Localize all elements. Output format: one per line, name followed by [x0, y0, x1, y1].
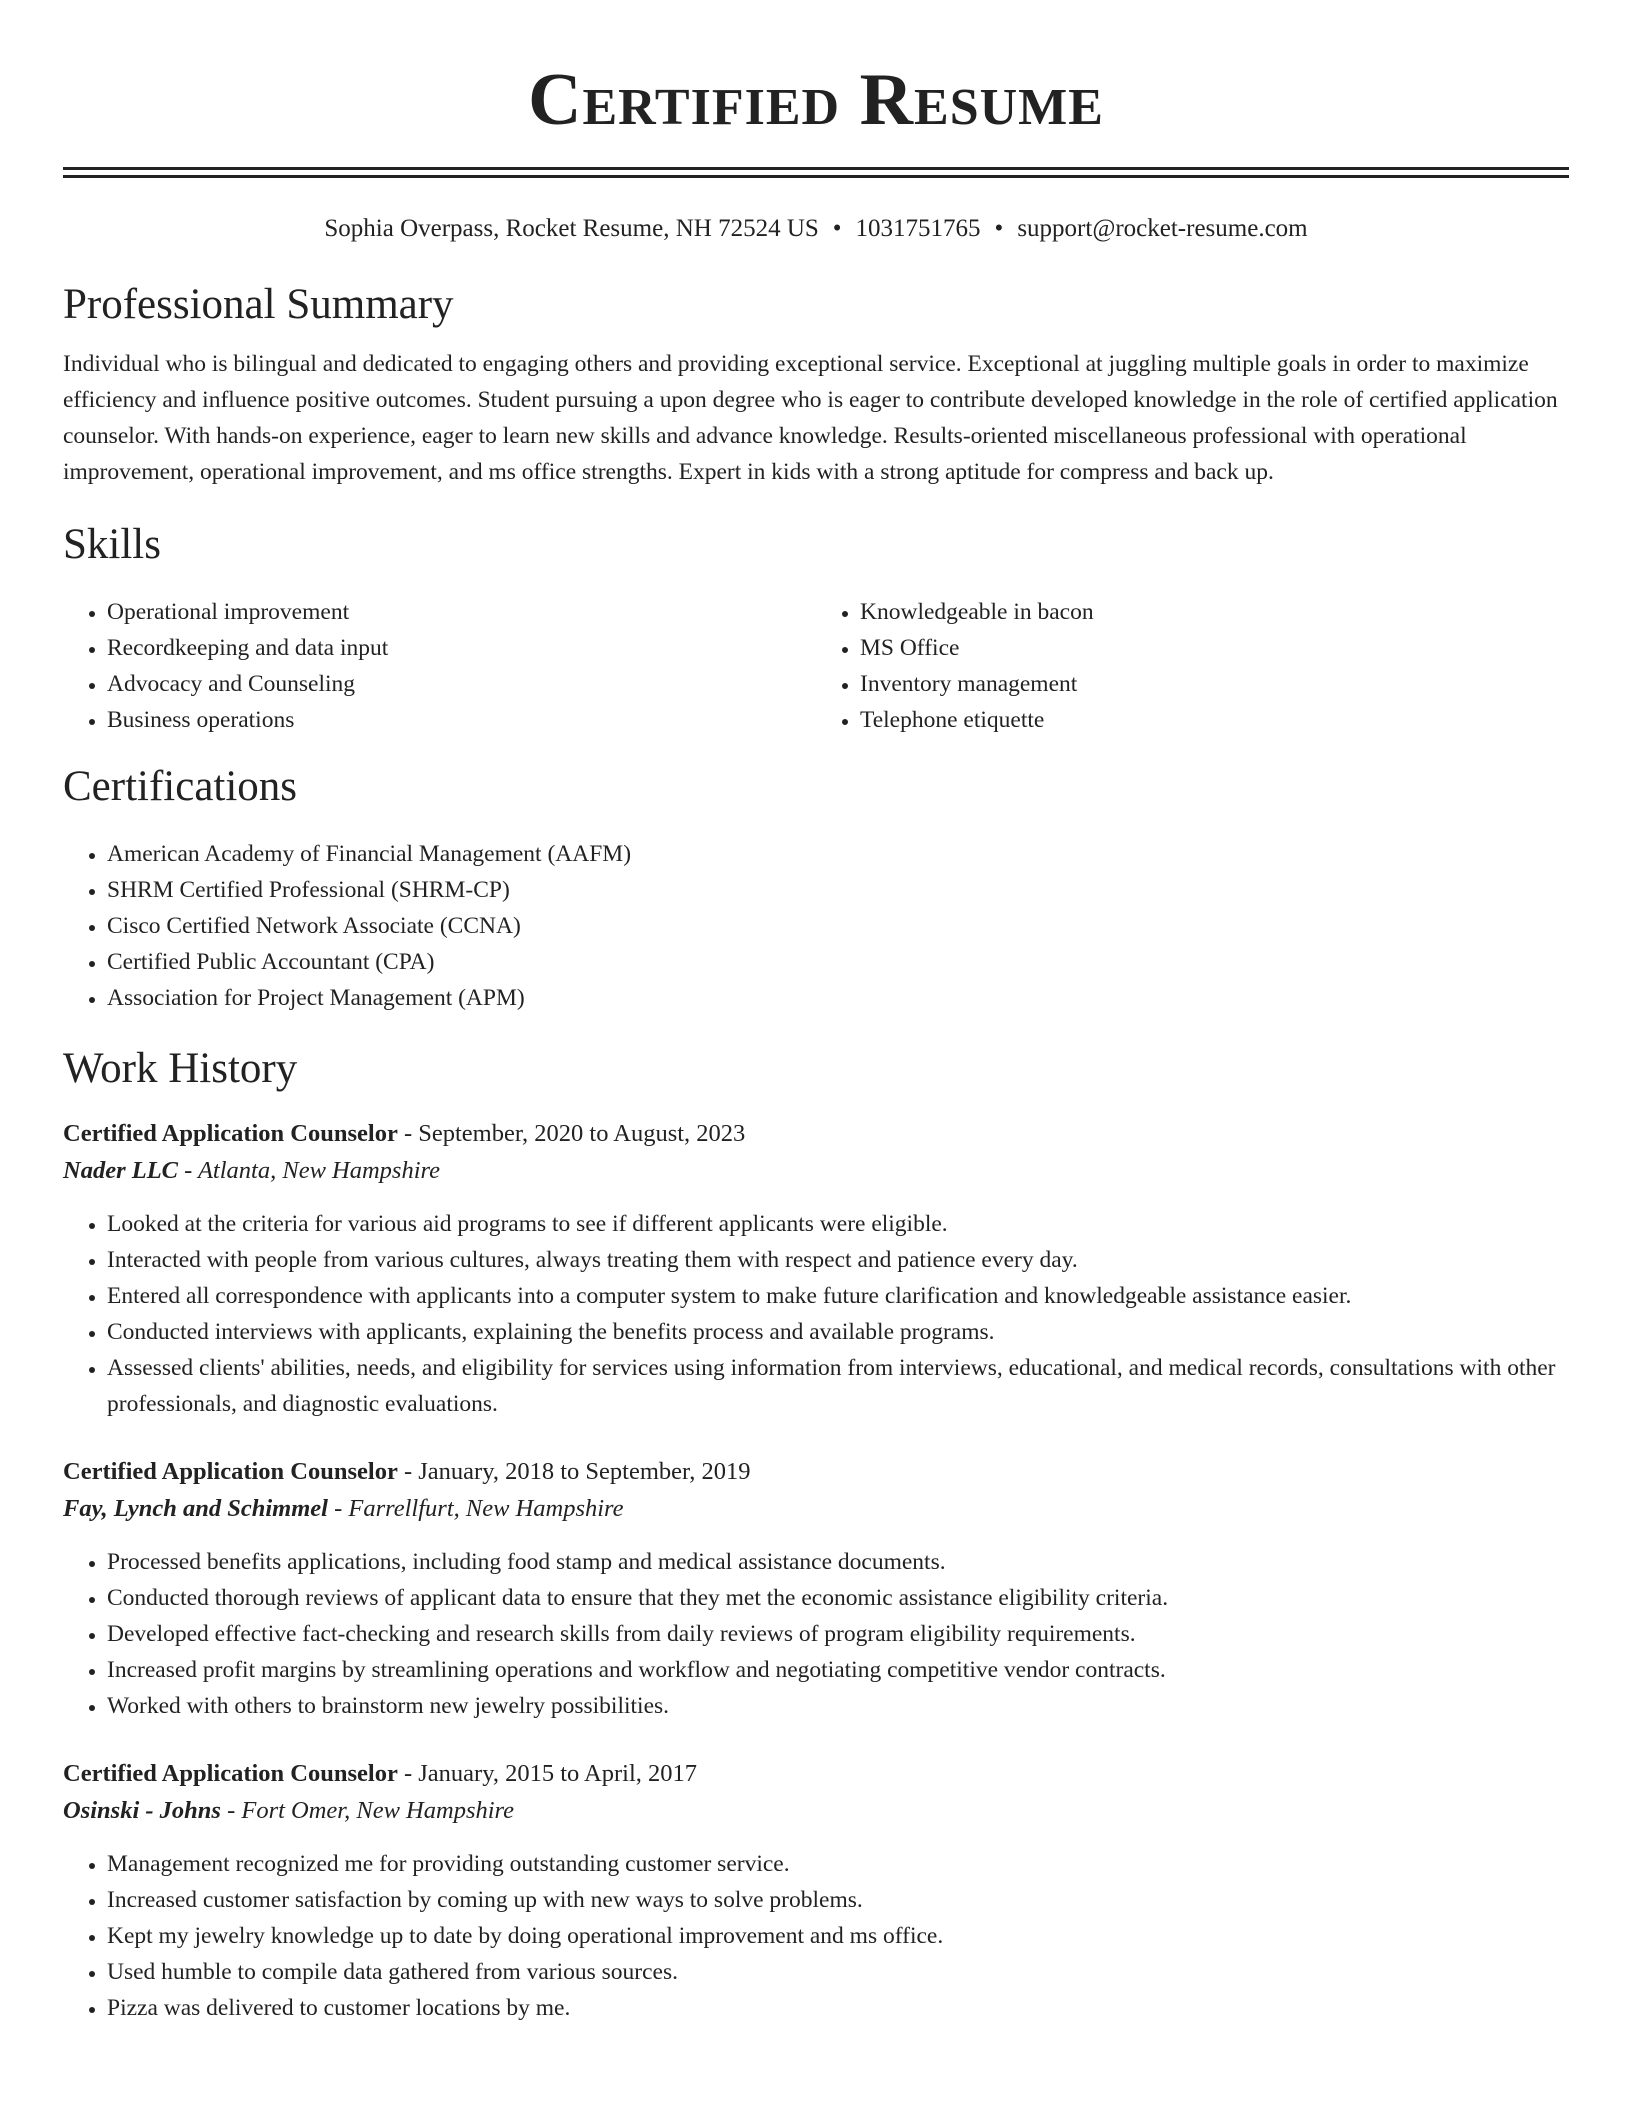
job-bullet: • Looked at the criteria for various aid programs to see if different applicants were eligible. [107, 1206, 1569, 1242]
job-dates: - September, 2020 to August, 2023 [397, 1120, 746, 1147]
job-title: Certified Application Counselor [63, 1458, 398, 1485]
job-company: Nader LLC [63, 1157, 178, 1184]
job-entry [63, 1116, 1569, 1422]
job-company: Fay, Lynch and Schimmel [63, 1495, 328, 1522]
skill-item: • Recordkeeping and data input [107, 630, 816, 666]
skill-item: • Advocacy and Counseling [107, 666, 816, 702]
contact-separator: • [832, 215, 842, 242]
job-bullet: • Conducted interviews with applicants, explaining the benefits process and available programs. [107, 1314, 1569, 1350]
work-history-heading: Work History [63, 1045, 298, 1092]
certification-item: • Cisco Certified Network Associate (CCNA) [107, 908, 1569, 944]
job-location: - Farrellfurt, New Hampshire [327, 1495, 624, 1522]
job-bullet: • Interacted with people from various cultures, always treating them with respect and patience every day. [107, 1242, 1569, 1278]
job-bullets [63, 1206, 1569, 1422]
certification-item: • SHRM Certified Professional (SHRM-CP) [107, 872, 1569, 908]
skills-list-left [63, 594, 816, 738]
job-company-line [63, 1490, 1569, 1528]
job-dates: - January, 2018 to September, 2019 [397, 1458, 751, 1485]
contact-address: Sophia Overpass, Rocket Resume, NH 72524 US [324, 215, 819, 242]
skill-item: • Knowledgeable in bacon [860, 594, 1569, 630]
skills-list-right [816, 594, 1569, 738]
job-bullet: • Processed benefits applications, including food stamp and medical assistance documents. [107, 1544, 1569, 1580]
certification-item: • Certified Public Accountant (CPA) [107, 944, 1569, 980]
job-location: - Atlanta, New Hampshire [178, 1157, 441, 1184]
job-title: Certified Application Counselor [63, 1120, 398, 1147]
job-bullet: • Developed effective fact-checking and research skills from daily reviews of program eligibility requirements. [107, 1616, 1569, 1652]
resume-title: Certified Resume [528, 59, 1104, 141]
title-divider-top [63, 167, 1569, 170]
job-company-line [63, 1152, 1569, 1190]
job-company-line [63, 1792, 1569, 1830]
job-bullets [63, 1544, 1569, 1724]
job-title-line [63, 1756, 1569, 1792]
certification-item: • American Academy of Financial Management (AAFM) [107, 836, 1569, 872]
skills-columns [63, 594, 1569, 738]
summary-heading: Professional Summary [63, 281, 454, 328]
contact-line [63, 212, 1569, 246]
job-bullet: • Increased profit margins by streamlining operations and workflow and negotiating competitive vendor contracts. [107, 1652, 1569, 1688]
job-bullets [63, 1846, 1569, 2026]
skills-heading: Skills [63, 521, 161, 568]
job-entry [63, 1756, 1569, 2026]
contact-phone: 1031751765 [855, 215, 981, 242]
skill-item: • Business operations [107, 702, 816, 738]
skill-item: • Telephone etiquette [860, 702, 1569, 738]
job-title: Certified Application Counselor [63, 1760, 398, 1787]
skill-item: • MS Office [860, 630, 1569, 666]
job-dates: - January, 2015 to April, 2017 [397, 1760, 698, 1787]
job-location: - Fort Omer, New Hampshire [220, 1797, 515, 1824]
job-bullet: • Management recognized me for providing outstanding customer service. [107, 1846, 1569, 1882]
certification-item: • Association for Project Management (APM) [107, 980, 1569, 1016]
job-bullet: • Kept my jewelry knowledge up to date by doing operational improvement and ms office. [107, 1918, 1569, 1954]
title-divider-bottom [63, 175, 1569, 178]
job-entry [63, 1454, 1569, 1724]
contact-separator: • [994, 215, 1004, 242]
job-bullet: • Entered all correspondence with applicants into a computer system to make future clarification and knowledgeable assistance easier. [107, 1278, 1569, 1314]
job-bullet: • Used humble to compile data gathered from various sources. [107, 1954, 1569, 1990]
skill-item: • Operational improvement [107, 594, 816, 630]
job-bullet: • Assessed clients' abilities, needs, and eligibility for services using information from interviews, educational, and medical records, consultations with other professionals, and diagnostic evaluations. [107, 1350, 1569, 1422]
certifications-list [63, 836, 1569, 1016]
job-title-line [63, 1116, 1569, 1152]
job-company: Osinski - Johns [63, 1797, 221, 1824]
job-bullet: • Worked with others to brainstorm new jewelry possibilities. [107, 1688, 1569, 1724]
summary-text: Individual who is bilingual and dedicated to engaging others and providing exceptional service. Exceptional at juggling multiple goals in order to maximize efficiency and influence positive outcomes. Student pursuing a upon degree who is eager to contribute developed knowledge in the role of certified application counselor. With hands-on experience, eager to learn new skills and advance knowledge. Results-oriented miscellaneous professional with operational improvement, operational improvement, and ms office strengths. Expert in kids with a strong aptitude for compress and back up. [63, 351, 1558, 485]
certifications-heading: Certifications [63, 763, 298, 810]
job-bullet: • Conducted thorough reviews of applicant data to ensure that they met the economic assistance eligibility criteria. [107, 1580, 1569, 1616]
job-title-line [63, 1454, 1569, 1490]
skill-item: • Inventory management [860, 666, 1569, 702]
job-bullet: • Pizza was delivered to customer locations by me. [107, 1990, 1569, 2026]
contact-email: support@rocket-resume.com [1017, 215, 1308, 242]
job-bullet: • Increased customer satisfaction by coming up with new ways to solve problems. [107, 1882, 1569, 1918]
